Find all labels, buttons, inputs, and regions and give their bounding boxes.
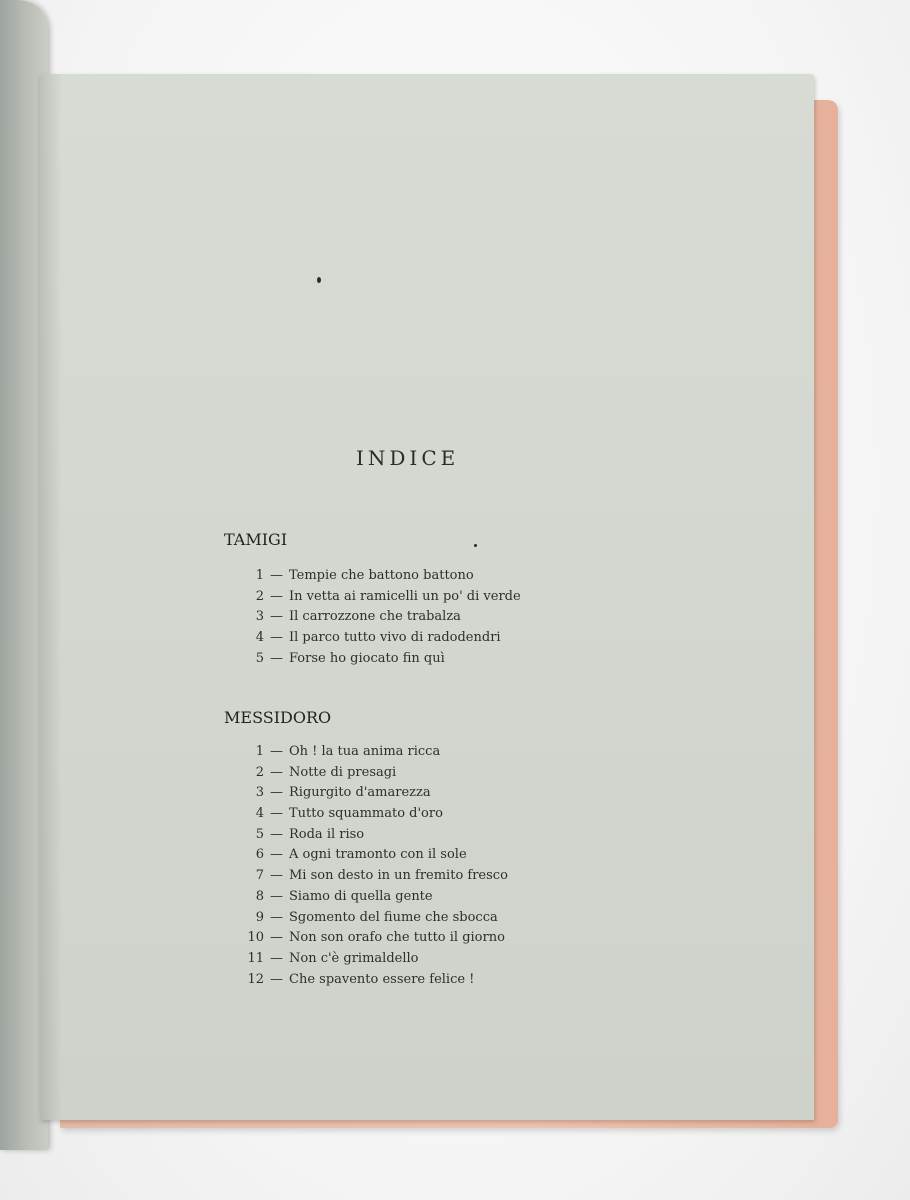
entry-dash: —	[270, 650, 283, 666]
entry-title: Notte di presagi	[289, 764, 397, 780]
entry-title: Siamo di quella gente	[289, 888, 433, 904]
entry-number: 5	[255, 826, 264, 842]
list-item	[236, 783, 508, 804]
section-title-tamigi: TAMIGI	[224, 530, 288, 549]
entry-dash: —	[270, 950, 283, 966]
list-item	[236, 763, 508, 784]
entry-dash: —	[270, 744, 283, 759]
entry-number: 12	[247, 971, 264, 987]
entry-number: 5	[255, 650, 264, 666]
list-item	[236, 970, 508, 991]
entry-dash: —	[270, 588, 283, 604]
entry-dash: —	[270, 785, 283, 801]
entry-title: Non son orafo che tutto il giorno	[289, 930, 505, 946]
entry-number: 1	[255, 568, 264, 583]
entry-dash: —	[270, 568, 283, 583]
entry-dash: —	[270, 868, 283, 884]
book-page	[40, 74, 814, 1120]
ink-speck	[317, 277, 321, 283]
entry-title: Il carrozzone che trabalza	[289, 609, 461, 625]
index-title: INDICE	[356, 446, 460, 470]
list-item	[236, 949, 508, 970]
entry-number: 10	[247, 930, 264, 946]
entry-number: 3	[255, 609, 264, 625]
entry-title: In vetta ai ramicelli un po' di verde	[289, 588, 521, 604]
entry-number: 7	[255, 868, 264, 884]
entry-title: Forse ho giocato fin quì	[289, 650, 445, 666]
list-item	[236, 908, 508, 929]
entry-number: 1	[255, 744, 264, 759]
list-item	[236, 845, 508, 866]
list-item	[236, 804, 508, 825]
tamigi-entry-list	[242, 566, 521, 669]
entry-dash: —	[270, 909, 283, 925]
section-title-messidoro: MESSIDORO	[224, 708, 332, 727]
entry-number: 6	[255, 847, 264, 863]
entry-number: 8	[255, 888, 264, 904]
entry-dash: —	[270, 609, 283, 625]
list-item	[242, 607, 521, 628]
entry-dash: —	[270, 764, 283, 780]
entry-title: Oh ! la tua anima ricca	[289, 744, 441, 759]
entry-title: Tempie che battono battono	[289, 568, 474, 583]
entry-dash: —	[270, 806, 283, 822]
list-item	[242, 566, 521, 587]
list-item	[236, 887, 508, 908]
list-item	[242, 649, 521, 670]
entry-number: 3	[255, 785, 264, 801]
entry-title: Rigurgito d'amarezza	[289, 785, 431, 801]
entry-dash: —	[270, 630, 283, 646]
entry-dash: —	[270, 888, 283, 904]
entry-title: Il parco tutto vivo di radodendri	[289, 630, 501, 646]
entry-title: A ogni tramonto con il sole	[289, 847, 467, 863]
entry-dash: —	[270, 847, 283, 863]
entry-title: Mi son desto in un fremito fresco	[289, 868, 508, 884]
entry-title: Sgomento del fiume che sbocca	[289, 909, 498, 925]
entry-title: Tutto squammato d'oro	[289, 806, 443, 822]
list-item	[236, 928, 508, 949]
list-item	[236, 742, 508, 763]
entry-dash: —	[270, 826, 283, 842]
entry-number: 2	[255, 764, 264, 780]
entry-title: Roda il riso	[289, 826, 365, 842]
entry-number: 4	[255, 806, 264, 822]
messidoro-entry-list	[236, 742, 508, 990]
entry-number: 2	[255, 588, 264, 604]
list-item	[242, 628, 521, 649]
list-item	[242, 587, 521, 608]
entry-dash: —	[270, 971, 283, 987]
entry-number: 11	[247, 950, 264, 966]
entry-title: Non c'è grimaldello	[289, 950, 419, 966]
entry-title: Che spavento essere felice !	[289, 971, 475, 987]
entry-number: 9	[255, 909, 264, 925]
list-item	[236, 825, 508, 846]
entry-dash: —	[270, 930, 283, 946]
list-item	[236, 866, 508, 887]
ink-speck	[474, 544, 477, 547]
entry-number: 4	[255, 630, 264, 646]
